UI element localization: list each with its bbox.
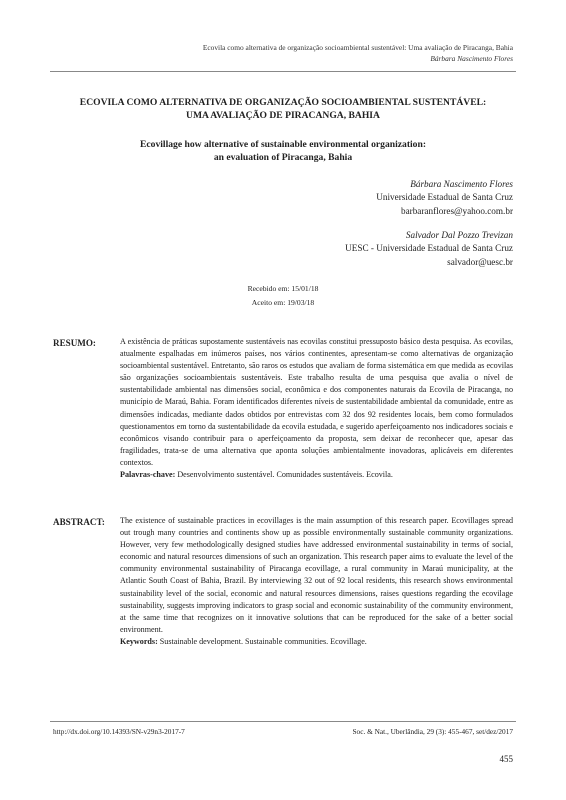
running-head-title: Ecovila como alternativa de organização socioambiental sustentável: Uma avaliação de Piracanga, Bahia bbox=[202, 43, 513, 52]
author-block-2 bbox=[345, 229, 513, 269]
author-email: salvador@uesc.br bbox=[447, 256, 513, 267]
title-pt bbox=[55, 96, 511, 122]
abstract-section bbox=[120, 515, 513, 648]
title-en bbox=[55, 138, 511, 164]
resumo-keywords-text: Desenvolvimento sustentável. Comunidades sustentáveis. Ecovila. bbox=[177, 470, 393, 480]
author-email: barbaranflores@yahoo.com.br bbox=[400, 205, 513, 216]
page-number: 455 bbox=[499, 754, 513, 764]
abstract-keywords-label: Keywords: bbox=[120, 636, 158, 646]
author-name: Salvador Dal Pozzo Trevizan bbox=[405, 230, 513, 240]
title-en-line2: an evaluation of Piracanga, Bahia bbox=[213, 152, 353, 163]
resumo-text: A existência de práticas supostamente sustentáveis nas ecovilas constitui pressuposto básico desta pesquisa. As ecovilas, atualmente espalhadas em inúmeros países, nos vários continentes, apresentam-se como alternativas de organização socioambiental sustentável. Entretanto, são raros os estudos que avaliam de forma sistemática em que medida as ecovilas são organizações socioambientais sustentáveis. Este trabalho resulta de uma pesquisa que avalia o nível de sustentabilidade ambiental nas dimensões social, econômica e dos componentes naturais da Ecovila de Piracanga, no município de Maraú, Bahia. Foram identificados diferentes níveis de sustentabilidade ambiental da comunidade, entre as dimensões indicadas, mediante dados obtidos por entrevistas com 32 dos 92 residentes locais, bem como formulados questionamentos em torno da sustentabilidade da ecovila estudada, e sugerido aperfeiçoamento nos indicadores sociais e econômicos visando contribuir para o aperfeiçoamento da proposta, sem deixar de reconhecer que, apesar das fragilidades, trata-se de uma alternativa que aponta soluções ambientalmente inovadoras, aplicáveis em diferentes contextos. bbox=[120, 337, 513, 467]
title-pt-line2: UMA AVALIAÇÃO DE PIRACANGA, BAHIA bbox=[186, 110, 380, 121]
abstract-keywords-text: Sustainable development. Sustainable communities. Ecovillage. bbox=[159, 636, 367, 646]
resumo-label: RESUMO: bbox=[53, 338, 96, 348]
resumo-keywords bbox=[120, 469, 513, 481]
author-affiliation: Universidade Estadual de Santa Cruz bbox=[376, 192, 513, 203]
running-head bbox=[203, 42, 513, 64]
doi-link[interactable]: http://dx.doi.org/10.14393/SN-v29n3-2017-7 bbox=[53, 727, 185, 736]
footer-rule bbox=[50, 721, 516, 722]
received-date: Recebido em: 15/01/18 bbox=[247, 284, 319, 293]
abstract-label: ABSTRACT: bbox=[53, 517, 105, 527]
title-pt-line1: ECOVILA COMO ALTERNATIVA DE ORGANIZAÇÃO SOCIOAMBIENTAL SUSTENTÁVEL: bbox=[79, 97, 487, 108]
journal-citation: Soc. & Nat., Uberlândia, 29 (3): 455-467, set/dez/2017 bbox=[352, 727, 513, 736]
resumo-keywords-label: Palavras-chave: bbox=[120, 470, 176, 480]
abstract-keywords bbox=[120, 636, 513, 648]
resumo-section bbox=[120, 336, 513, 481]
author-affiliation: UESC - Universidade Estadual de Santa Cruz bbox=[345, 243, 513, 254]
running-head-author: Bárbara Nascimento Flores bbox=[430, 54, 513, 63]
abstract-text: The existence of sustainable practices in ecovillages is the main assumption of this research paper. Ecovillages spread out trough many countries and continents show up as possible environmentally sustainable community organizations. However, very few methodologically designed studies have addressed environmental sustainability in terms of social, economic and natural resources dimensions of such an organization. This research paper aims to evaluate the level of the community environmental sustainability of Piracanga ecovillage, a rural community in Maraú municipality, at the Atlantic South Coast of Bahia, Brazil. By interviewing 32 out of 92 local residents, this research shows environmental sustainability level of the social, economic and natural resources dimensions, raises questions regarding the ecovilage sustainability, suggests improving indicators to grasp social and economic sustainability of the community environment, at the same time that recognizes on it innovative solutions that can be reproduced for the sake of a better social environment. bbox=[120, 516, 513, 634]
author-block-1 bbox=[376, 178, 513, 218]
header-rule bbox=[50, 71, 516, 72]
dates bbox=[0, 282, 566, 309]
accepted-date: Aceito em: 19/03/18 bbox=[251, 297, 315, 307]
title-en-line1: Ecovillage how alternative of sustainable environmental organization: bbox=[139, 139, 427, 150]
author-name: Bárbara Nascimento Flores bbox=[410, 179, 513, 189]
